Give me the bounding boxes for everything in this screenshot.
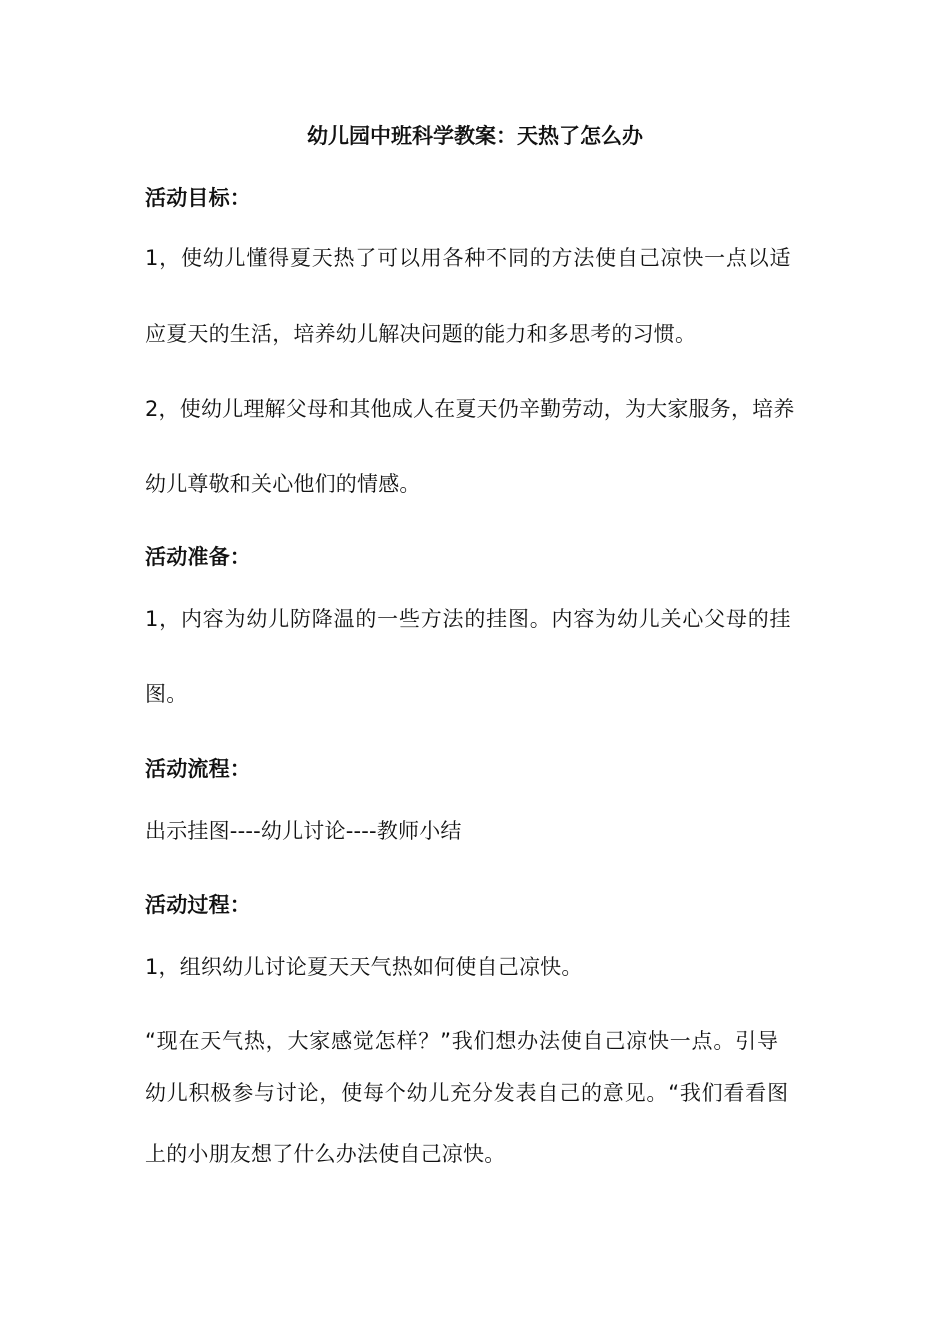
process-para-line1: “现在天气热，大家感觉怎样？”我们想办法使自己凉快一点。引导 (145, 1029, 779, 1053)
process-para-line2: 幼儿积极参与讨论，使每个幼儿充分发表自己的意见。“我们看看图 (145, 1081, 789, 1105)
goals-item2-line1: 2，使幼儿理解父母和其他成人在夏天仍辛勤劳动，为大家服务，培养 (145, 397, 795, 421)
flow-text: 出示挂图----幼儿讨论----教师小结 (145, 819, 462, 843)
process-para-line3: 上的小朋友想了什么办法使自己凉快。 (145, 1142, 506, 1166)
process-heading: 活动过程： (145, 893, 251, 917)
document-title: 幼儿园中班科学教案：天热了怎么办 (307, 124, 643, 148)
preparation-heading: 活动准备： (145, 545, 251, 569)
goals-item1-line1: 1，使幼儿懂得夏天热了可以用各种不同的方法使自己凉快一点以适 (145, 246, 792, 270)
goals-item2-line2: 幼儿尊敬和关心他们的情感。 (145, 472, 421, 496)
preparation-item1-line2: 图。 (145, 682, 188, 706)
goals-heading: 活动目标： (145, 186, 251, 210)
goals-item1-line2: 应夏天的生活，培养幼儿解决问题的能力和多思考的习惯。 (145, 322, 697, 346)
flow-heading: 活动流程： (145, 757, 251, 781)
preparation-item1-line1: 1，内容为幼儿防降温的一些方法的挂图。内容为幼儿关心父母的挂 (145, 607, 792, 631)
process-item1: 1，组织幼儿讨论夏天天气热如何使自己凉快。 (145, 955, 583, 979)
